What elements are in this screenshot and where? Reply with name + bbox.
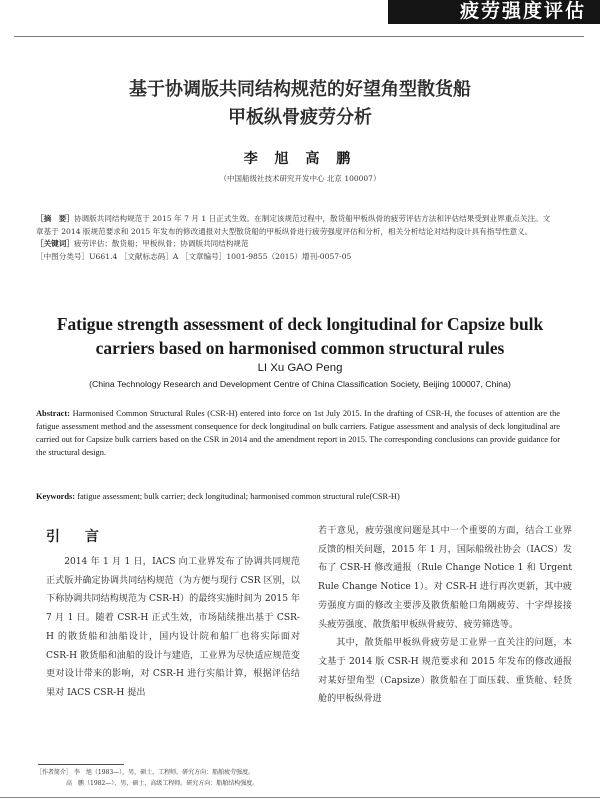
english-abstract-block	[36, 407, 560, 459]
footnote-line-2: 高 鹏（1982—），男，硕士，高级工程师。研究方向：船舶结构强度。	[66, 780, 259, 787]
body-paragraph: 其中，散货船甲板纵骨疲劳是工业界一直关注的问题，本文基于 2014 版 CSR-H 规范要求和 2015 年发布的修改通报对某好望角型（Capsize）散货船在丁面压载、重货舱、轻货舱的甲板纵骨进	[318, 638, 572, 705]
chinese-keywords-text: 疲劳评估；散货船；甲板纵骨；协调版共同结构规范	[73, 239, 249, 249]
chinese-abstract-block	[36, 213, 556, 263]
chinese-keywords	[36, 238, 556, 251]
footnote-rule	[38, 764, 124, 765]
section-heading-introduction: 引 言	[46, 529, 109, 545]
author-footnote	[36, 767, 556, 789]
body-column-right	[318, 522, 572, 709]
english-keywords-text: fatigue assessment; bulk carrier; deck longitudinal; harmonised common structural rule(CSR-H)	[77, 492, 400, 501]
english-abstract	[36, 407, 560, 459]
english-keywords	[36, 492, 560, 501]
page-bottom-rule	[0, 797, 600, 798]
classification-line: ［中图分类号］U661.4 ［文献标志码］A ［文章编号］1001-9855（2015）增刊-0057-05	[36, 251, 352, 261]
chinese-keywords-label: ［关键词］	[36, 239, 74, 249]
chinese-title-line-2: 甲板纵骨疲劳分析	[228, 107, 372, 128]
english-abstract-text: Harmonised Common Structural Rules (CSR-H) entered into force on 1st July 2015. In the drafting of CSR-H, the focuses of attention are the fatigue assessment method and the assessment consequence for deck longitudinal on bulk carriers. Fatigue assessment and analysis of deck longitudinal are carried out for Capsize bulk carriers based on the CSR in 2014 and the amendment report in 2015. The corresponding conclusions can provide guidance for the structural design.	[36, 409, 561, 458]
chinese-authors: 李 旭 高 鹏	[243, 151, 357, 167]
english-affiliation: (China Technology Research and Development Centre of China Classification Society, Beijing 100007, China)	[89, 379, 511, 389]
english-title-line-1: Fatigue strength assessment of deck longitudinal for Capsize bulk	[56, 314, 544, 334]
journal-section-banner	[388, 0, 600, 24]
header-rule	[14, 36, 584, 37]
english-keywords-label: Keywords:	[36, 492, 76, 501]
body-paragraph: 若干意见，疲劳强度问题是其中一个重要的方面，结合工业界反馈的相关问题，2015 年 1 月，国际船级社协会（IACS）发布了 CSR-H 修改通报（Rule Change Notice 1 和 Urgent Rule Change Notice 1）。对 CSR-H 进行再次更新，其中疲劳强度方面的修改主要涉及散货船舱口角隅疲劳、十字焊接接头疲劳强度、散货船甲板纵骨疲劳、疲劳筛选等。	[318, 526, 572, 630]
chinese-abstract	[36, 213, 556, 238]
journal-section-label: 疲劳强度评估	[459, 0, 586, 22]
body-paragraph: 2014 年 1 月 1 日，IACS 向工业界发布了协调共同规范正式版并确定协调共同结构规范（为方便与现行 CSR 区别，以下称协调共同结构规范为 CSR-H）的最终实施时间为 2015 年 7 月 1 日。随着 CSR-H 正式生效，市场陆续推出基于 CSR-H 的散货船和油船设计，国内设计院和船厂也将实际面对 CSR-H 散货船和油船的设计与建造，工业界为尽快适应规范变更对设计带来的影响，对 CSR-H 进行实船计算，根据评估结果对 IACS CSR-H 提出	[46, 557, 300, 698]
chinese-abstract-label: ［摘 要］	[36, 214, 74, 223]
footnote-line-1: ［作者简介］ 李 旭（1983—），男，硕士，工程师。研究方向：船舶疲劳强度。	[36, 769, 255, 776]
chinese-title	[0, 76, 600, 132]
chinese-affiliation: （中国船级社技术研究开发中心 北京 100007）	[219, 174, 381, 183]
english-abstract-label: Abstract:	[36, 409, 70, 418]
chinese-title-line-1: 基于协调版共同结构规范的好望角型散货船	[129, 79, 471, 100]
english-authors: LI Xu GAO Peng	[257, 362, 343, 374]
english-title-line-2: carriers based on harmonised common structural rules	[95, 338, 505, 358]
chinese-abstract-text: 协调版共同结构规范于 2015 年 7 月 1 日正式生效。在制定该规范过程中，散货船甲板纵骨的疲劳评估方法和评估结果受到业界重点关注。文章基于 2014 版规范要求和 2015 年发布的修改通报对大型散货船的甲板纵骨进行疲劳强度评估和分析，相关分析结论对结构设计具有指导性意义。	[36, 214, 551, 236]
body-column-left	[46, 553, 300, 703]
english-title	[0, 312, 600, 360]
